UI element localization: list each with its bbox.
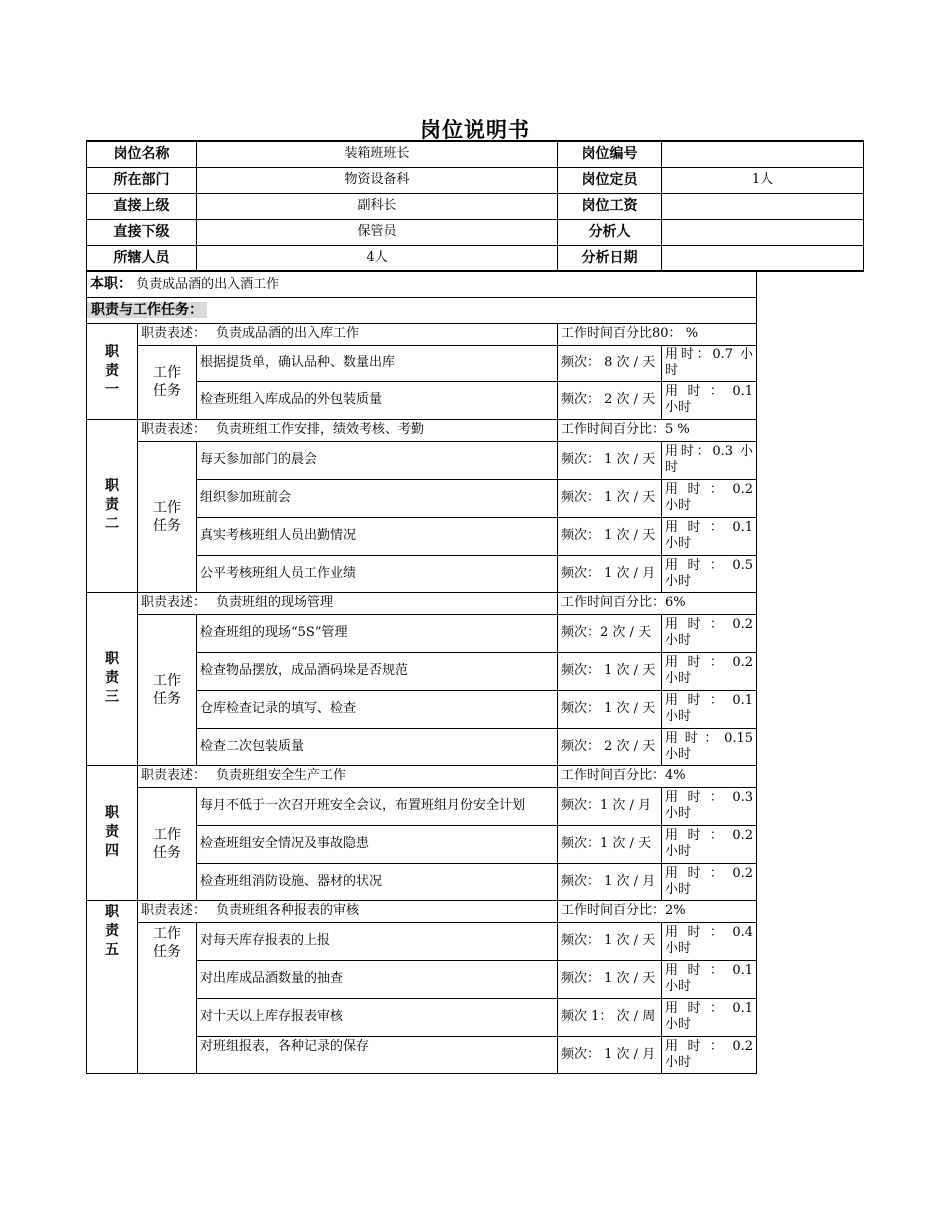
duty-name-text: 职责五 [105, 903, 119, 958]
duty-name-text: 职责二 [105, 478, 119, 532]
task-row [87, 922, 864, 960]
duty-name [87, 592, 138, 765]
task-time: 用 时 ： 0.2 小时 [662, 1036, 757, 1073]
task-frequency: 频次： 1 次 / 天 [558, 517, 662, 555]
task-row [87, 381, 864, 419]
header-row [87, 245, 864, 271]
task-row [87, 345, 864, 381]
task-text: 对班组报表，各种记录的保存 [197, 1036, 558, 1073]
duty-description-label: 职责表述： [141, 422, 207, 437]
task-row [87, 728, 864, 765]
task-frequency: 频次 1： 次 / 周 [558, 998, 662, 1036]
duty-description [138, 419, 558, 441]
task-text: 仓库检查记录的填写、检查 [197, 690, 558, 728]
task-frequency: 频次：1 次 / 月 [558, 787, 662, 825]
duty-description-label: 职责表述： [141, 326, 207, 341]
task-row [87, 555, 864, 592]
task-text: 对出库成品酒数量的抽查 [197, 960, 558, 998]
task-row [87, 787, 864, 825]
task-frequency: 频次： 1 次 / 天 [558, 922, 662, 960]
task-text: 真实考核班组人员出勤情况 [197, 517, 558, 555]
mission-label: 本职： [90, 275, 132, 292]
task-time: 用 时 ： 0.2 小时 [662, 652, 757, 690]
mission-row [87, 271, 864, 297]
duty-name-text: 职责四 [105, 805, 119, 859]
task-row [87, 1036, 864, 1073]
task-row [87, 441, 864, 479]
header-value: 副科长 [197, 193, 558, 219]
task-time: 用 时 ： 0.1 小时 [662, 517, 757, 555]
header-label: 岗位名称 [87, 141, 197, 167]
task-frequency: 频次： 1 次 / 月 [558, 863, 662, 900]
duty-description [138, 900, 558, 922]
header-value: 4人 [197, 245, 558, 271]
header-value: 保管员 [197, 219, 558, 245]
task-frequency: 频次： 2 次 / 天 [558, 728, 662, 765]
work-tasks-label-text: 工作任务 [153, 499, 181, 534]
task-time: 用 时 ： 0.1 小时 [662, 690, 757, 728]
task-row [87, 690, 864, 728]
task-time: 用 时 ： 0.4 小时 [662, 922, 757, 960]
duty-name [87, 765, 138, 900]
task-time: 用 时 ： 0.5 小时 [662, 555, 757, 592]
header-row [87, 193, 864, 219]
duty-time-percent: 工作时间百分比：2% [558, 900, 757, 922]
task-row [87, 614, 864, 652]
task-frequency: 频次： 1 次 / 月 [558, 1036, 662, 1073]
duty-header-row [87, 592, 864, 614]
duty-header-row [87, 419, 864, 441]
header-value [662, 219, 864, 245]
duty-description-label: 职责表述： [141, 595, 207, 610]
header-value: 物资设备科 [197, 167, 558, 193]
duties-heading: 职责与工作任务： [87, 302, 207, 318]
header-label: 所在部门 [87, 167, 197, 193]
task-text: 检查班组安全情况及事故隐患 [197, 825, 558, 863]
task-text: 对十天以上库存报表审核 [197, 998, 558, 1036]
duty-name-text: 职责三 [105, 651, 119, 705]
header-value: 1人 [662, 167, 864, 193]
work-tasks-label [138, 441, 197, 592]
task-time: 用 时 ： 0.3 小时 [662, 787, 757, 825]
task-frequency: 频次： 1 次 / 天 [558, 652, 662, 690]
task-frequency: 频次： 2 次 / 天 [558, 381, 662, 419]
header-label: 直接下级 [87, 219, 197, 245]
header-row [87, 219, 864, 245]
task-row [87, 652, 864, 690]
header-row [87, 167, 864, 193]
work-tasks-label-text: 工作任务 [153, 365, 181, 399]
task-time: 用 时 ： 0.1 小时 [662, 998, 757, 1036]
task-text: 检查二次包装质量 [197, 728, 558, 765]
task-frequency: 频次：1 次 / 天 [558, 825, 662, 863]
task-text: 检查班组消防设施、器材的状况 [197, 863, 558, 900]
duty-description [138, 323, 558, 345]
duty-description-text: 负责班组的现场管理 [216, 595, 334, 610]
work-tasks-label [138, 922, 197, 1073]
duty-name [87, 419, 138, 592]
task-time: 用 时 ： 0.1 小时 [662, 960, 757, 998]
work-tasks-label-text: 工作任务 [153, 826, 181, 861]
task-row [87, 863, 864, 900]
task-time: 用 时 ： 0.2 小时 [662, 825, 757, 863]
duty-header-row [87, 765, 864, 787]
mission-cell [87, 271, 757, 297]
duty-name [87, 900, 138, 1073]
duty-description [138, 765, 558, 787]
header-row [87, 141, 864, 167]
header-label: 岗位定员 [558, 167, 662, 193]
duty-name-text: 职责一 [105, 343, 119, 398]
duty-description-text: 负责班组各种报表的审核 [216, 903, 360, 918]
task-text: 检查物品摆放，成品酒码垛是否规范 [197, 652, 558, 690]
duty-time-percent: 工作时间百分比：6% [558, 592, 757, 614]
task-time: 用 时 ： 0.2 小时 [662, 479, 757, 517]
task-text: 根据提货单，确认品种、数量出库 [197, 345, 558, 381]
work-tasks-label [138, 614, 197, 765]
task-time: 用 时 ： 0.1 小时 [662, 381, 757, 419]
duty-description [138, 592, 558, 614]
task-row [87, 960, 864, 998]
page-title: 岗位说明书 [420, 118, 530, 142]
task-time: 用 时 ： 0.2 小时 [662, 863, 757, 900]
task-text: 组织参加班前会 [197, 479, 558, 517]
task-frequency: 频次： 8 次 / 天 [558, 345, 662, 381]
header-value [662, 193, 864, 219]
duty-header-row [87, 900, 864, 922]
job-description-table [86, 140, 864, 1074]
header-label: 岗位编号 [558, 141, 662, 167]
task-frequency: 频次： 1 次 / 天 [558, 960, 662, 998]
header-value [662, 245, 864, 271]
header-value: 装箱班班长 [197, 141, 558, 167]
task-time: 用 时 ： 0.2 小时 [662, 614, 757, 652]
task-frequency: 频次： 1 次 / 天 [558, 690, 662, 728]
duty-header-row [87, 323, 864, 345]
work-tasks-label [138, 787, 197, 900]
work-tasks-label-text: 工作任务 [153, 672, 181, 707]
task-row [87, 998, 864, 1036]
task-row [87, 479, 864, 517]
task-row [87, 825, 864, 863]
work-tasks-label-text: 工作任务 [153, 925, 181, 960]
header-label: 所辖人员 [87, 245, 197, 271]
header-label: 直接上级 [87, 193, 197, 219]
header-label: 分析日期 [558, 245, 662, 271]
task-text: 检查班组的现场“5S”管理 [197, 614, 558, 652]
task-frequency: 频次： 1 次 / 天 [558, 441, 662, 479]
task-row [87, 517, 864, 555]
task-text: 每月不低于一次召开班安全会议，布置班组月份安全计划 [197, 787, 558, 825]
task-text: 检查班组入库成品的外包装质量 [197, 381, 558, 419]
task-time: 用 时 ： 0.15 小时 [662, 728, 757, 765]
task-frequency: 频次： 1 次 / 天 [558, 479, 662, 517]
duty-time-percent: 工作时间百分比80： % [558, 323, 757, 345]
duty-description-text: 负责班组安全生产工作 [216, 768, 347, 783]
duty-description-label: 职责表述： [141, 903, 207, 918]
task-frequency: 频次：2 次 / 天 [558, 614, 662, 652]
task-text: 公平考核班组人员工作业绩 [197, 555, 558, 592]
task-text: 每天参加部门的晨会 [197, 441, 558, 479]
duties-heading-row [87, 297, 864, 323]
work-tasks-label [138, 345, 197, 419]
task-frequency: 频次： 1 次 / 月 [558, 555, 662, 592]
duty-description-text: 负责班组工作安排，绩效考核、考勤 [216, 422, 425, 437]
duty-name [87, 323, 138, 419]
duty-time-percent: 工作时间百分比：4% [558, 765, 757, 787]
mission-text: 负责成品酒的出入酒工作 [136, 276, 280, 292]
header-value [662, 141, 864, 167]
header-label: 分析人 [558, 219, 662, 245]
duty-description-label: 职责表述： [141, 768, 207, 783]
task-time: 用时：0.7 小时 [662, 345, 757, 381]
header-label: 岗位工资 [558, 193, 662, 219]
task-time: 用时：0.3 小时 [662, 441, 757, 479]
duty-description-text: 负责成品酒的出入库工作 [216, 326, 360, 341]
task-text: 对每天库存报表的上报 [197, 922, 558, 960]
duty-time-percent: 工作时间百分比：5 % [558, 419, 757, 441]
